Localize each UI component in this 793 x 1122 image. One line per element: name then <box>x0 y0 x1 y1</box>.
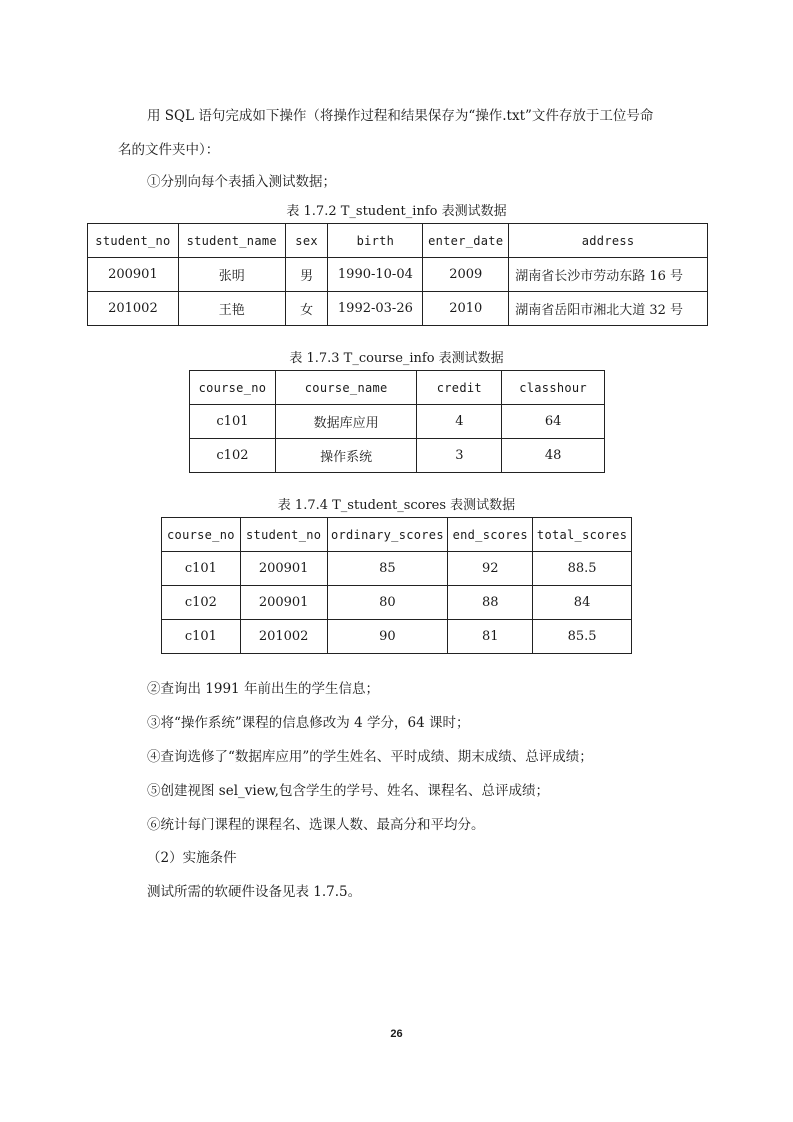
table-cell: 3 <box>417 439 502 473</box>
table-cell: 湖南省岳阳市湘北大道 32 号 <box>509 292 708 326</box>
section-text: 测试所需的软硬件设备见表 1.7.5。 <box>147 884 362 900</box>
table-cell: 88 <box>448 586 533 620</box>
table-cell: 85 <box>327 552 448 586</box>
table-cell: 200901 <box>88 258 179 292</box>
header-cell: classhour <box>502 371 605 405</box>
page-number: 26 <box>390 1028 403 1040</box>
table-cell: 92 <box>448 552 533 586</box>
header-cell: birth <box>328 224 423 258</box>
header-cell: credit <box>417 371 502 405</box>
course-info-table <box>189 370 605 473</box>
table2-caption: 表 1.7.3 T_course_info 表测试数据 <box>289 351 504 366</box>
table-header-row <box>162 518 632 552</box>
section-heading: （2）实施条件 <box>147 850 237 866</box>
table-row <box>190 439 605 473</box>
header-cell: address <box>509 224 708 258</box>
intro-line-2: 名的文件夹中）： <box>118 142 220 158</box>
step-2: ②查询出 1991 年前出生的学生信息； <box>147 681 379 697</box>
header-cell: student_name <box>178 224 285 258</box>
step-5: ⑤创建视图 sel_view,包含学生的学号、姓名、课程名、总评成绩； <box>147 783 549 799</box>
student-scores-table <box>161 517 632 654</box>
table-cell: 女 <box>285 292 328 326</box>
table3-caption: 表 1.7.4 T_student_scores 表测试数据 <box>277 498 516 513</box>
table-row <box>162 552 632 586</box>
table-header-row <box>88 224 708 258</box>
step-4: ④查询选修了“数据库应用”的学生姓名、平时成绩、期末成绩、总评成绩； <box>147 749 593 765</box>
table-cell: 王艳 <box>178 292 285 326</box>
header-cell: end_scores <box>448 518 533 552</box>
table-row <box>88 258 708 292</box>
table-cell: 张明 <box>178 258 285 292</box>
table-cell: 2010 <box>423 292 509 326</box>
step-3: ③将“操作系统”课程的信息修改为 4 学分，64 课时； <box>147 715 470 731</box>
table-cell: c101 <box>162 552 241 586</box>
header-cell: course_no <box>190 371 276 405</box>
table-cell: 81 <box>448 620 533 654</box>
header-cell: student_no <box>240 518 327 552</box>
table-cell: c102 <box>162 586 241 620</box>
table-cell: 64 <box>502 405 605 439</box>
header-cell: ordinary_scores <box>327 518 448 552</box>
table-cell: 湖南省长沙市劳动东路 16 号 <box>509 258 708 292</box>
table-cell: 数据库应用 <box>275 405 417 439</box>
table-cell: 男 <box>285 258 328 292</box>
table-cell: c101 <box>190 405 276 439</box>
table-cell: 201002 <box>240 620 327 654</box>
intro-line-1: 用 SQL 语句完成如下操作（将操作过程和结果保存为“操作.txt”文件存放于工位号命 <box>147 108 654 124</box>
table-cell: 2009 <box>423 258 509 292</box>
table1-caption: 表 1.7.2 T_student_info 表测试数据 <box>286 204 507 219</box>
table-row <box>190 405 605 439</box>
table-cell: 48 <box>502 439 605 473</box>
table-row <box>162 620 632 654</box>
header-cell: student_no <box>88 224 179 258</box>
table-cell: 1990-10-04 <box>328 258 423 292</box>
table-cell: 84 <box>533 586 632 620</box>
header-cell: sex <box>285 224 328 258</box>
table-cell: 操作系统 <box>275 439 417 473</box>
table-header-row <box>190 371 605 405</box>
table-cell: 4 <box>417 405 502 439</box>
table-cell: 90 <box>327 620 448 654</box>
header-cell: total_scores <box>533 518 632 552</box>
table-cell: c102 <box>190 439 276 473</box>
table-cell: 1992-03-26 <box>328 292 423 326</box>
student-info-table <box>87 223 708 326</box>
table-cell: 200901 <box>240 586 327 620</box>
header-cell: course_name <box>275 371 417 405</box>
table-row <box>162 586 632 620</box>
table-cell: c101 <box>162 620 241 654</box>
table-cell: 88.5 <box>533 552 632 586</box>
table-cell: 200901 <box>240 552 327 586</box>
table-cell: 201002 <box>88 292 179 326</box>
table-row <box>88 292 708 326</box>
table-cell: 80 <box>327 586 448 620</box>
header-cell: enter_date <box>423 224 509 258</box>
step-6: ⑥统计每门课程的课程名、选课人数、最高分和平均分。 <box>147 817 485 833</box>
step-1: ①分别向每个表插入测试数据； <box>147 174 336 190</box>
header-cell: course_no <box>162 518 241 552</box>
table-cell: 85.5 <box>533 620 632 654</box>
